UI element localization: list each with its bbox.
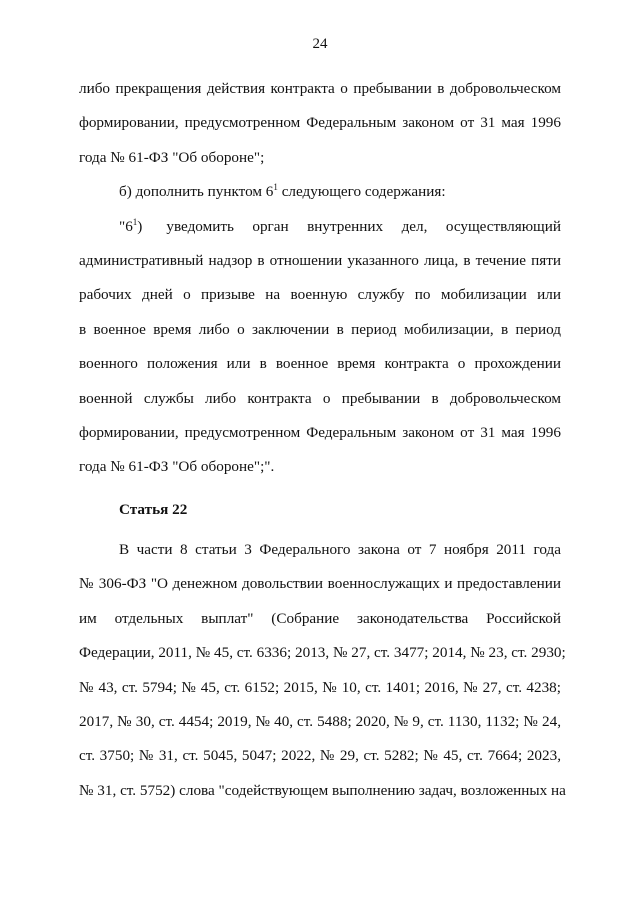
text-line: ст. 3750; № 31, ст. 5045, 5047; 2022, № 29, ст. 5282; № 45, ст. 7664; 2023, [79, 747, 561, 765]
text-line: года № 61-ФЗ "Об обороне"; [79, 148, 265, 166]
text-line [79, 175, 561, 209]
text-line: военной службы либо контракта о пребывании в добровольческом [79, 389, 561, 407]
text-line: № 43, ст. 5794; № 45, ст. 6152; 2015, № 10, ст. 1401; 2016, № 27, ст. 4238; [79, 678, 561, 696]
superscript: 1 [273, 182, 278, 193]
text-fragment: уведомить орган внутренних дел, осуществляющий [166, 217, 561, 235]
text-line: формировании, предусмотренном Федеральным законом от 31 мая 1996 [79, 114, 561, 132]
text-fragment [119, 210, 142, 244]
text-line: года № 61-ФЗ "Об обороне";". [79, 458, 275, 476]
text-line: № 31, ст. 5752) слова "содействующем выполнению задач, возложенных на [79, 781, 566, 799]
text-line: административный надзор в отношении указанного лица, в течение пяти [79, 251, 561, 269]
text-line: им отдельных выплат" (Собрание законодательства Российской [79, 609, 561, 627]
text-fragment: ) [137, 217, 143, 235]
text-line: В части 8 статьи 3 Федерального закона от 7 ноября 2011 года [119, 541, 561, 559]
text-fragment: следующего содержания: [277, 183, 446, 201]
text-line: военного положения или в военное время контракта о прохождении [79, 355, 561, 373]
text-line: 2017, № 30, ст. 4454; 2019, № 40, ст. 5488; 2020, № 9, ст. 1130, 1132; № 24, [79, 713, 561, 731]
text-line [79, 210, 561, 244]
text-line: Федерации, 2011, № 45, ст. 6336; 2013, № 27, ст. 3477; 2014, № 23, ст. 2930; [79, 644, 566, 662]
article-heading: Статья 22 [119, 500, 188, 518]
text-fragment: "6 [119, 217, 133, 235]
text-line: рабочих дней о призыве на военную службу по мобилизации или [79, 286, 561, 304]
text-fragment: б) дополнить пунктом 6 [119, 183, 274, 201]
text-line: формировании, предусмотренном Федеральным законом от 31 мая 1996 [79, 423, 561, 441]
page-number: 24 [312, 36, 328, 52]
text-line: в военное время либо о заключении в период мобилизации, в период [79, 320, 561, 338]
text-line: № 306-ФЗ "О денежном довольствии военнослужащих и предоставлении [79, 575, 561, 593]
document-body [79, 72, 566, 808]
superscript: 1 [132, 216, 138, 227]
text-line: либо прекращения действия контракта о пребывании в добровольческом [79, 80, 561, 97]
